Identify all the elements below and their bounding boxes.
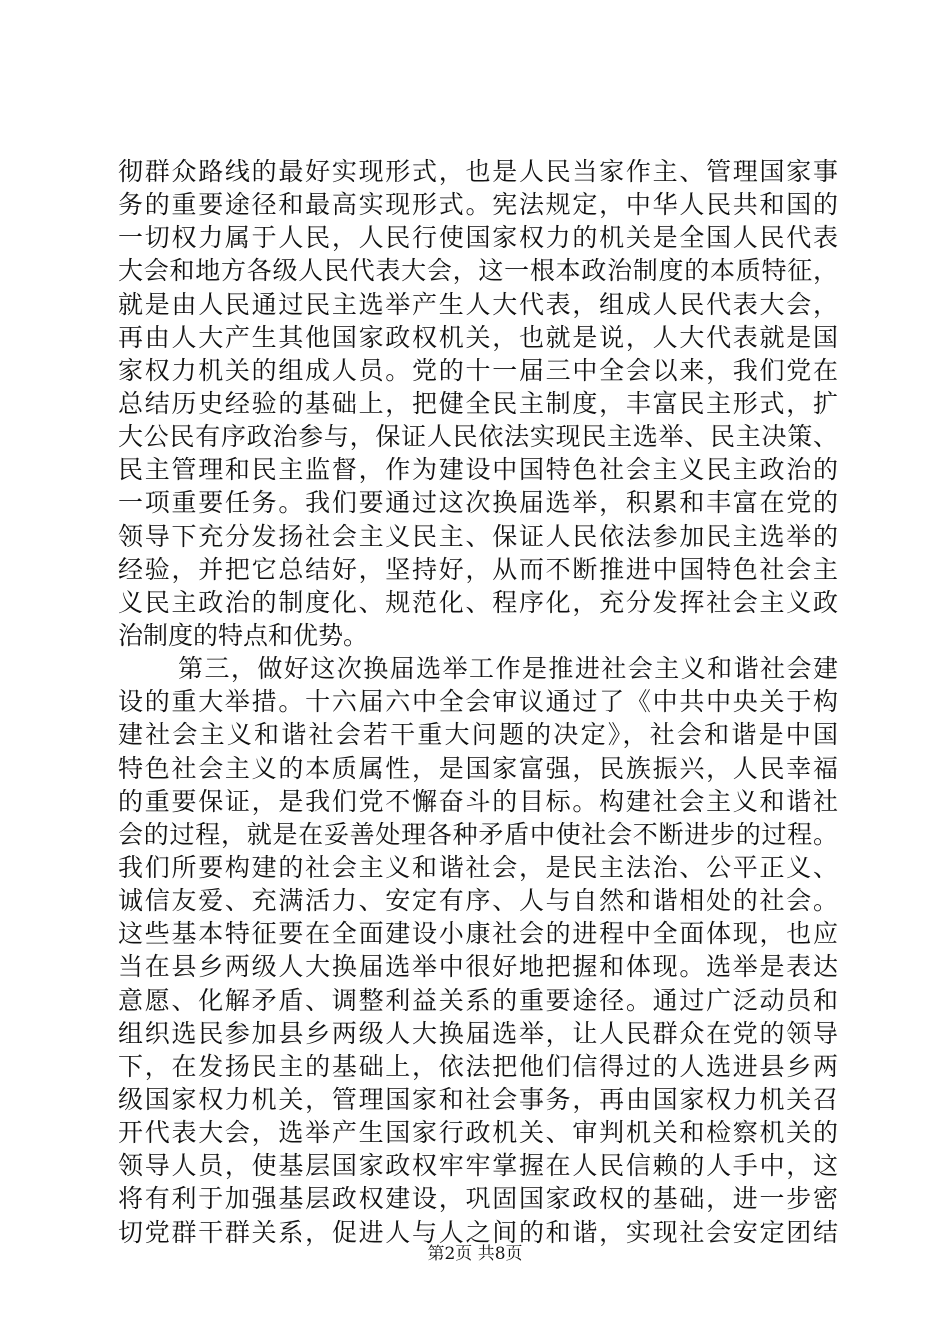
text-line: 家权力机关的组成人员。党的十一届三中全会以来，我们党在 <box>118 355 838 385</box>
text-line: 再由人大产生其他国家政权机关，也就是说，人大代表就是国 <box>118 322 838 352</box>
text-line: 这些基本特征要在全面建设小康社会的进程中全面体现，也应 <box>118 919 838 949</box>
text-line: 设的重大举措。十六届六中全会审议通过了《中共中央关于构 <box>118 687 838 717</box>
text-line: 级国家权力机关，管理国家和社会事务，再由国家权力机关召 <box>118 1084 838 1114</box>
text-line: 大公民有序政治参与，保证人民依法实现民主选举、民主决策、 <box>118 422 838 452</box>
text-line: 开代表大会，选举产生国家行政机关、审判机关和检察机关的 <box>118 1118 838 1148</box>
text-line: 建社会主义和谐社会若干重大问题的决定》，社会和谐是中国 <box>118 720 838 750</box>
text-line: 一切权力属于人民，人民行使国家权力的机关是全国人民代表 <box>118 223 838 253</box>
text-line: 切党群干群关系，促进人与人之间的和谐，实现社会安定团结 <box>118 1217 838 1247</box>
text-line: 第三，做好这次换届选举工作是推进社会主义和谐社会建 <box>178 654 838 684</box>
text-line: 诚信友爱、充满活力、安定有序、人与自然和谐相处的社会。 <box>118 886 838 916</box>
text-line: 彻群众路线的最好实现形式，也是人民当家作主、管理国家事 <box>118 157 838 186</box>
text-line: 大会和地方各级人民代表大会，这一根本政治制度的本质特征， <box>118 256 838 286</box>
text-line: 民主管理和民主监督，作为建设中国特色社会主义民主政治的 <box>118 455 838 485</box>
text-line: 经验，并把它总结好，坚持好，从而不断推进中国特色社会主 <box>118 554 838 584</box>
text-line: 当在县乡两级人大换届选举中很好地把握和体现。选举是表达 <box>118 952 838 982</box>
page-footer <box>0 1244 950 1264</box>
text-line: 意愿、化解矛盾、调整利益关系的重要途径。通过广泛动员和 <box>118 985 838 1015</box>
body-text <box>118 155 838 1249</box>
text-line: 治制度的特点和优势。 <box>118 620 369 650</box>
text-line: 义民主政治的制度化、规范化、程序化，充分发挥社会主义政 <box>118 587 838 617</box>
text-line: 下，在发扬民主的基础上，依法把他们信得过的人选进县乡两 <box>118 1051 838 1081</box>
text-line: 特色社会主义的本质属性，是国家富强，民族振兴，人民幸福 <box>118 753 838 783</box>
text-line: 我们所要构建的社会主义和谐社会，是民主法治、公平正义、 <box>118 852 838 882</box>
text-line: 一项重要任务。我们要通过这次换届选举，积累和丰富在党的 <box>118 488 838 518</box>
text-line: 务的重要途径和最高实现形式。宪法规定，中华人民共和国的 <box>118 190 838 220</box>
text-line: 就是由人民通过民主选举产生人大代表，组成人民代表大会， <box>118 289 838 319</box>
text-line: 将有利于加强基层政权建设，巩固国家政权的基础，进一步密 <box>118 1184 838 1214</box>
text-line: 领导人员，使基层国家政权牢牢掌握在人民信赖的人手中，这 <box>118 1151 838 1181</box>
page-number-label: 第2页 共8页 <box>427 1244 523 1264</box>
text-line: 领导下充分发扬社会主义民主、保证人民依法参加民主选举的 <box>118 521 838 551</box>
text-line: 组织选民参加县乡两级人大换届选举，让人民群众在党的领导 <box>118 1018 838 1048</box>
text-line: 会的过程，就是在妥善处理各种矛盾中使社会不断进步的过程。 <box>118 819 838 849</box>
text-line: 的重要保证，是我们党不懈奋斗的目标。构建社会主义和谐社 <box>118 786 838 816</box>
text-line: 总结历史经验的基础上，把健全民主制度，丰富民主形式，扩 <box>118 388 838 418</box>
